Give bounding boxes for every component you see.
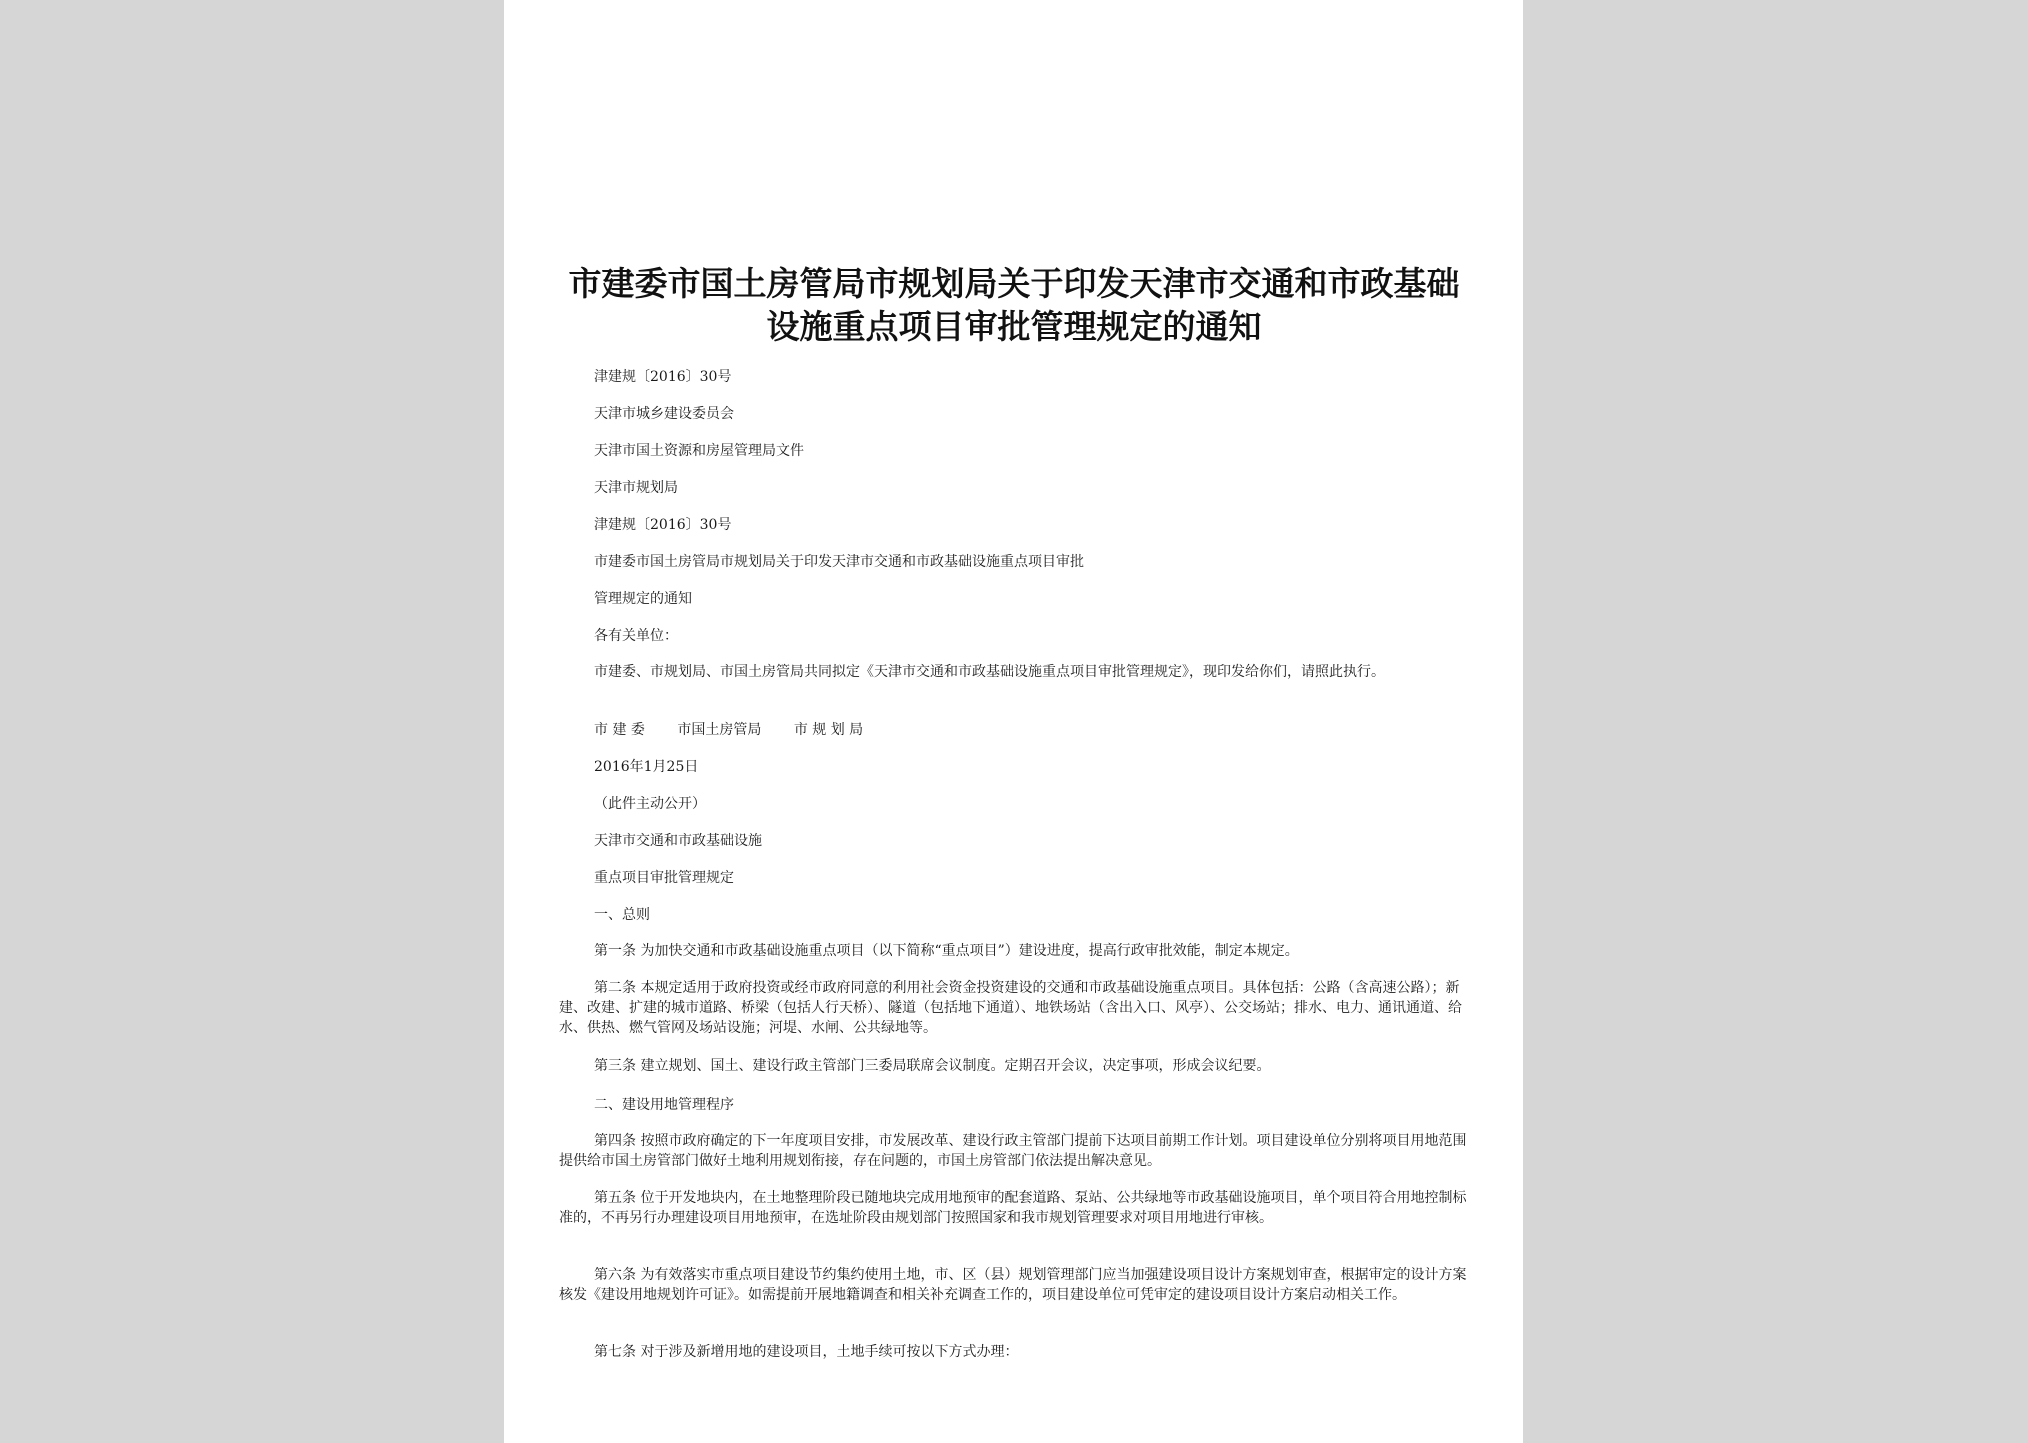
issue-date: 2016年1月25日	[594, 759, 699, 775]
article-6: 第六条 为有效落实市重点项目建设节约集约使用土地，市、区（县）规划管理部门应当加强建设项目设计方案规划审查，根据审定的设计方案核发《建设用地规划许可证》。如需提前开展地籍调查和相关补充调查工作的，项目建设单位可凭审定的建设项目设计方案启动相关工作。	[559, 1267, 1467, 1303]
section-heading-general: 一、总则	[594, 907, 650, 923]
viewer-gutter-right	[1523, 0, 2028, 1443]
subtitle-line-1: 市建委市国土房管局市规划局关于印发天津市交通和市政基础设施重点项目审批	[594, 554, 1084, 570]
regulation-title-line-1: 天津市交通和市政基础设施	[594, 833, 762, 849]
issuer-planning-bureau: 天津市规划局	[594, 480, 678, 496]
article-5: 第五条 位于开发地块内，在土地整理阶段已随地块完成用地预审的配套道路、泵站、公共绿地等市政基础设施项目，单个项目符合用地控制标准的，不再另行办理建设项目用地预审，在选址阶段由规划部门按照国家和我市规划管理要求对项目用地进行审核。	[559, 1190, 1467, 1226]
signatory-construction-committee: 市 建 委	[594, 722, 645, 738]
document-title: 市建委市国土房管局市规划局关于印发天津市交通和市政基础设施重点项目审批管理规定的通知	[568, 264, 1460, 346]
article-4: 第四条 按照市政府确定的下一年度项目安排，市发展改革、建设行政主管部门提前下达项目前期工作计划。项目建设单位分别将项目用地范围提供给市国土房管部门做好土地利用规划衔接，存在问题的，市国土房管部门依法提出解决意见。	[559, 1133, 1467, 1169]
doc-number: 津建规〔2016〕30号	[594, 369, 732, 385]
document-page	[504, 0, 1523, 1443]
article-7: 第七条 对于涉及新增用地的建设项目，土地手续可按以下方式办理：	[594, 1344, 1019, 1360]
salutation: 各有关单位：	[594, 628, 678, 644]
notice-body: 市建委、市规划局、市国土房管局共同拟定《天津市交通和市政基础设施重点项目审批管理规定》，现印发给你们，请照此执行。	[594, 664, 1385, 680]
signatory-planning-bureau: 市 规 划 局	[793, 722, 864, 738]
doc-number-repeat: 津建规〔2016〕30号	[594, 517, 732, 533]
article-3: 第三条 建立规划、国土、建设行政主管部门三委局联席会议制度。定期召开会议，决定事项，形成会议纪要。	[594, 1058, 1271, 1074]
article-2: 第二条 本规定适用于政府投资或经市政府同意的利用社会资金投资建设的交通和市政基础设施重点项目。具体包括：公路（含高速公路）；新建、改建、扩建的城市道路、桥梁（包括人行天桥）、隧道（包括地下通道）、地铁场站（含出入口、风亭）、公交场站；排水、电力、通讯通道、给水、供热、燃气管网及场站设施；河堤、水闸、公共绿地等。	[559, 980, 1462, 1036]
disclosure-note: （此件主动公开）	[594, 796, 706, 812]
article-1: 第一条 为加快交通和市政基础设施重点项目（以下简称“重点项目”）建设进度，提高行政审批效能，制定本规定。	[594, 943, 1299, 959]
viewer-gutter-left	[0, 0, 504, 1443]
subtitle-line-2: 管理规定的通知	[594, 591, 692, 607]
issuer-construction-committee: 天津市城乡建设委员会	[594, 406, 734, 422]
section-heading-land-use: 二、建设用地管理程序	[594, 1097, 734, 1113]
issuer-land-housing-bureau: 天津市国土资源和房屋管理局文件	[594, 443, 804, 459]
regulation-title-line-2: 重点项目审批管理规定	[594, 870, 734, 886]
signatory-land-housing-bureau: 市国土房管局	[677, 722, 762, 738]
signatories	[594, 719, 1474, 739]
